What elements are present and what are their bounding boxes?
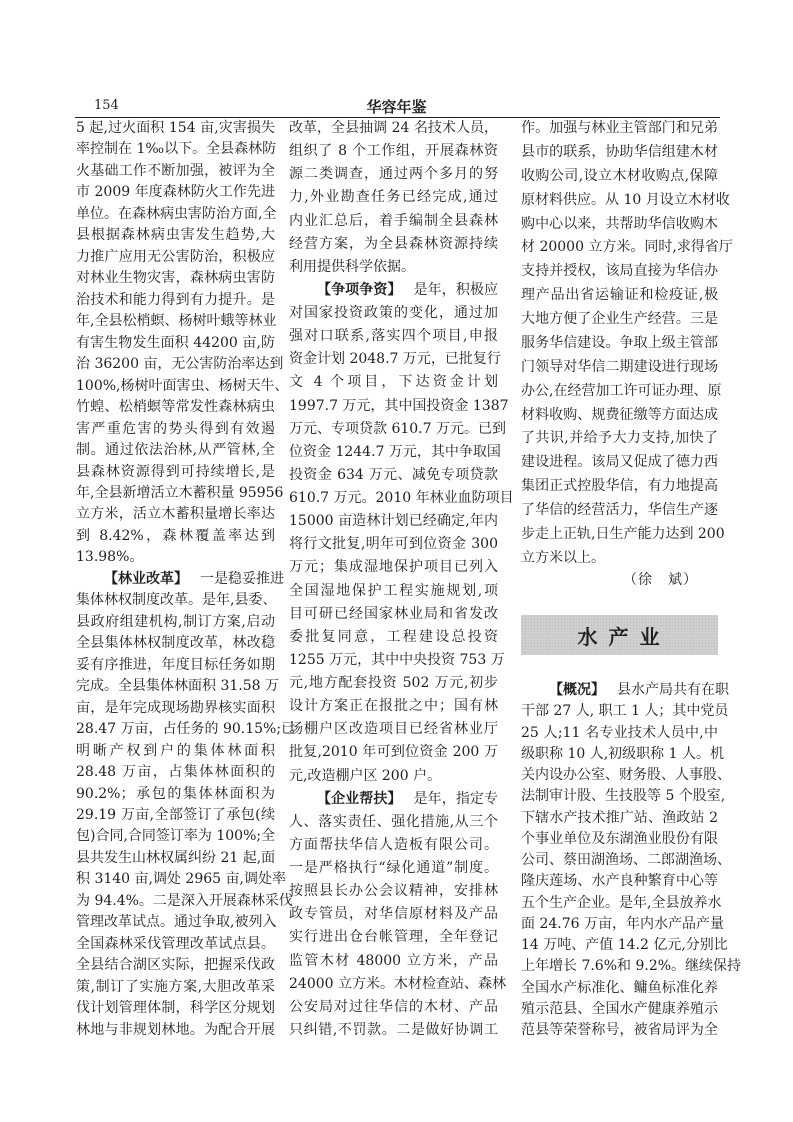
text-line <box>76 934 275 954</box>
line-text: 立方米以上。 <box>521 549 605 566</box>
text-line <box>521 166 718 186</box>
text-line <box>76 805 275 825</box>
line-text: 治 36200 亩，无公害防治率达到 <box>76 356 284 373</box>
text-line <box>76 440 275 460</box>
text-line <box>521 524 725 544</box>
text-line <box>521 765 731 785</box>
text-line <box>76 869 286 889</box>
text-line <box>521 190 730 210</box>
text-column-2 <box>289 118 514 1040</box>
line-text: 是年，指定专 <box>413 790 499 807</box>
line-text: 县共发生山林权属纠纷 21 起,面 <box>76 849 276 866</box>
text-line <box>521 261 718 281</box>
text-line <box>76 483 284 503</box>
line-text: 火基础工作不断加强，被评为全 <box>76 162 275 179</box>
text-line <box>289 511 498 531</box>
line-text: 力推广应用无公害防治，积极应 <box>76 248 275 265</box>
text-line <box>289 835 498 855</box>
text-line <box>289 396 509 416</box>
text-line <box>289 927 498 947</box>
line-text: 经营方案，为全县森林资源持续 <box>289 235 498 252</box>
section-title: 水 产 业 <box>577 624 662 649</box>
subsection-heading: 【企业帮扶】 <box>317 790 402 807</box>
text-line <box>521 285 718 305</box>
text-line <box>521 850 731 870</box>
paragraph-heading-line <box>289 280 498 300</box>
line-text: 率控制在 1‰以下。全县森林防 <box>76 141 277 158</box>
text-line <box>76 590 275 610</box>
line-text: 1255 万元，其中中央投资 753 万 <box>289 651 505 668</box>
text-line <box>289 742 498 762</box>
line-text: 下辖水产技术推广站、渔政站 2 <box>521 809 718 826</box>
line-text: 全国森林采伐管理改革试点县。 <box>76 935 275 952</box>
line-text: 级职称 10 人,初级职称 1 人。机 <box>521 745 724 762</box>
line-text: 强对口联系,落实四个项目,申报 <box>289 328 498 345</box>
line-text: 方面帮扶华信人造板有限公司。 <box>289 836 498 853</box>
line-text: 组织了 8 个工作组，开展森林资 <box>289 143 498 160</box>
text-line <box>521 871 718 891</box>
line-text: 14 万吨、产值 14.2 亿元,分别比 <box>521 937 728 953</box>
text-line <box>76 397 275 417</box>
line-text: 内业汇总后，着手编制全县森林 <box>289 212 498 229</box>
text-line <box>289 187 498 207</box>
line-text: 完成。全县集体林面积 31.58 万 <box>76 678 279 695</box>
line-text: 15000 亩造林计划已经确定,年内 <box>289 513 498 530</box>
line-text: 力,外业勘查任务已经完成,通过 <box>289 189 498 206</box>
line-text: 建设进程。该局又促成了德力西 <box>521 454 718 471</box>
line-text: 610.7 万元。2010 年林业血防项目 <box>289 490 514 506</box>
line-text: 办公,在经营加工许可证办理、原 <box>521 382 722 399</box>
author-credit: （徐 斌） <box>623 572 698 588</box>
text-line <box>76 311 275 331</box>
line-text: 年,全县松梢螟、杨树叶蛾等林业 <box>76 313 277 330</box>
text-line <box>289 858 498 878</box>
line-text: 隆庆莲场、水产良种繁育中心等 <box>521 873 718 890</box>
line-text: 积 3140 亩,调处 2965 亩,调处率 <box>76 871 286 888</box>
text-line <box>521 723 718 743</box>
text-line <box>76 912 275 932</box>
text-line <box>521 956 742 976</box>
line-text: 县政府组建机构,制订方案,启动 <box>76 613 275 630</box>
line-text: 亩，是年完成现场勘界核实面积 <box>76 699 275 716</box>
text-line <box>76 333 275 353</box>
line-text: 收购公司,设立木材收购点,保障 <box>521 167 718 184</box>
line-text: 材料收购、规费征缴等方面达成 <box>521 406 718 423</box>
text-line <box>521 237 733 257</box>
text-line <box>76 955 275 975</box>
line-text: 人、落实责任、强化措施,从三个 <box>289 813 498 830</box>
line-text: 个事业单位及东湖渔业股份有限 <box>521 830 718 847</box>
paragraph-heading-line <box>76 569 284 589</box>
line-text: 全县结合湖区实际，把握采伐政 <box>76 957 275 974</box>
line-text: 县根据森林病虫害发生趋势,大 <box>76 227 275 244</box>
text-line <box>289 234 498 254</box>
text-line <box>76 655 275 675</box>
text-line <box>76 247 275 267</box>
text-line <box>76 118 275 138</box>
text-line <box>76 826 275 846</box>
line-text: 理产品出省运输证和检疫证,极 <box>521 287 718 304</box>
line-text: 作。加强与林业主管部门和兄弟 <box>521 120 718 136</box>
text-line <box>76 547 275 567</box>
text-line <box>521 1020 718 1040</box>
text-line <box>289 326 498 346</box>
line-text: 有害生物发生面积 44200 亩,防 <box>76 334 275 351</box>
line-text: 按照县长办公会议精神，安排林 <box>289 883 498 900</box>
text-line <box>521 118 718 138</box>
line-text: 实行进出仓台帐管理，全年登记 <box>289 929 498 946</box>
line-text: 只纠错,不罚款。二是做好协调工 <box>289 1021 498 1038</box>
line-text: 服务华信建设。争取上级主管部 <box>521 334 718 351</box>
line-text: 上年增长 7.6%和 9.2%。继续保持 <box>521 958 742 975</box>
text-line <box>76 998 275 1018</box>
text-line <box>289 303 498 323</box>
line-text: 设计方案正在报批之中；国有林 <box>289 698 498 715</box>
line-text: 场棚户区改造项目已经省林业厅 <box>289 721 498 738</box>
text-column-3-top <box>521 118 733 568</box>
text-column-1 <box>76 118 296 1040</box>
text-line <box>289 442 501 462</box>
line-text: 监管木材 48000 立方米，产品 <box>289 952 498 969</box>
line-text: 明晰产权到户的集体林面积 <box>76 742 275 759</box>
line-text: 大地方便了企业生产经营。三是 <box>521 311 718 327</box>
text-line <box>76 977 275 997</box>
line-text: 24000 立方米。木材检查站、森林 <box>289 975 506 992</box>
line-text: 面 24.76 万亩，年内水产品产量 <box>521 915 724 932</box>
text-line <box>76 784 275 804</box>
text-line <box>521 452 718 472</box>
line-text: 立方米，活立木蓄积量增长率达 <box>76 506 275 523</box>
line-text: 治技术和能力得到有力提升。是 <box>76 291 275 308</box>
line-text: 元,改造棚户区 200 户。 <box>289 767 442 784</box>
line-text: 原材料供应。从 10 月设立木材收 <box>521 191 730 208</box>
text-line <box>289 951 498 971</box>
line-text: 政专管员，对华信原材料及产品 <box>289 906 498 923</box>
line-text: 利用提供科学依据。 <box>289 258 415 275</box>
line-text: 投资金 634 万元、减免专项贷款 <box>289 466 498 483</box>
line-text: 干部 27 人, 职工 1 人；其中党员 <box>521 703 729 720</box>
text-line <box>289 904 498 924</box>
line-text: 为 94.4%。二是深入开展森林采伐 <box>76 892 293 909</box>
text-line <box>76 204 275 224</box>
line-text: 文 4 个项目，下达资金计划 <box>289 374 498 391</box>
line-text: 批复,2010 年可到位资金 200 万 <box>289 744 498 761</box>
text-line <box>289 627 498 647</box>
text-line <box>76 633 275 653</box>
text-line <box>289 766 498 786</box>
line-text: 是年，积极应 <box>413 281 499 298</box>
text-line <box>76 139 275 159</box>
line-text: 管理改革试点。通过争取,被列入 <box>76 914 277 931</box>
line-text: 万元、专项贷款 610.7 万元。已到 <box>289 420 506 437</box>
line-text: 县市的联系，协助华信组建木材 <box>521 143 718 160</box>
text-line <box>521 405 718 425</box>
text-line <box>521 333 718 353</box>
paragraph-heading-line <box>289 789 498 809</box>
text-line <box>521 999 718 1019</box>
page-number: 154 <box>94 98 119 113</box>
text-line <box>289 696 498 716</box>
line-text: 100%,杨树叶面害虫、杨树天牛、 <box>76 377 289 394</box>
text-line <box>76 504 275 524</box>
line-text: 步走上正轨,日生产能力达到 200 <box>521 525 725 542</box>
text-line <box>76 182 275 202</box>
text-line <box>521 829 718 849</box>
text-line <box>289 488 514 508</box>
text-line <box>289 141 498 161</box>
line-text: 元,地方配套投资 502 万元,初步 <box>289 675 498 691</box>
text-line <box>521 476 718 496</box>
line-text: 殖示范县、全国水产健康养殖示 <box>521 1000 718 1017</box>
line-text: 全国湿地保护工程实施规划,项 <box>289 582 498 599</box>
line-text: 市 2009 年度森林防火工作先进 <box>76 184 275 201</box>
text-line <box>76 290 275 310</box>
line-text: 法制审计股、生技股等 5 个股室, <box>521 788 726 805</box>
line-text: 目可研已经国家林业局和省发改 <box>289 605 498 622</box>
text-line <box>289 604 498 624</box>
text-line <box>521 935 728 955</box>
text-line <box>76 161 275 181</box>
text-line <box>521 786 726 806</box>
text-line <box>521 808 718 828</box>
line-text: 位资金 1244.7 万元，其中争取国 <box>289 443 501 460</box>
line-text: 将行文批复,明年可到位资金 300 <box>289 536 498 553</box>
line-text: 集体林权制度改革。是年,县委、 <box>76 592 277 609</box>
text-column-3-bottom <box>521 680 742 1040</box>
line-text: 集团正式控股华信，有力地提高 <box>521 478 718 495</box>
text-line <box>289 719 498 739</box>
line-text: 单位。在森林病虫害防治方面,全 <box>76 205 277 222</box>
line-text: 13.98%。 <box>76 549 144 566</box>
text-line <box>521 142 718 162</box>
line-text: 一是严格执行“绿化通道”制度。 <box>289 860 498 876</box>
text-line <box>521 309 718 329</box>
line-text: 1997.7 万元，其中国投资金 1387 <box>289 397 509 414</box>
line-text: 了共识,并给予大力支持,加快了 <box>521 430 718 447</box>
line-text: 万元；集成湿地保护项目已列入 <box>289 559 498 576</box>
line-text: 5 起,过火面积 154 亩,灾害损失 <box>76 120 275 136</box>
text-line <box>289 997 498 1017</box>
line-text: 林地与非规划林地。为配合开展 <box>76 1021 275 1038</box>
line-text: 包)合同,合同签订率为 100%;全 <box>76 828 276 845</box>
line-text: 对国家投资政策的变化，通过加 <box>289 305 498 321</box>
line-text: 全县集体林权制度改革，林改稳 <box>76 635 275 652</box>
text-line <box>76 462 275 482</box>
text-line <box>76 376 289 396</box>
line-text: 害严重危害的势头得到有效遏 <box>76 420 275 437</box>
text-line <box>76 1020 275 1040</box>
text-line <box>289 650 505 670</box>
line-text: 范县等荣誉称号，被省局评为全 <box>521 1022 718 1038</box>
text-line <box>521 500 718 520</box>
text-line <box>76 354 284 374</box>
line-text: 县森林资源得到可持续增长,是 <box>76 463 275 480</box>
text-line <box>76 612 275 632</box>
line-text: 关内设办公室、财务股、人事股、 <box>521 767 731 783</box>
text-line <box>289 534 498 554</box>
text-line <box>289 465 498 485</box>
text-line <box>76 419 275 439</box>
text-line <box>289 557 498 577</box>
line-text: 伐计划管理体制，科学区分规划 <box>76 1000 275 1017</box>
line-text: 支持并授权，该局直接为华信办 <box>521 263 718 280</box>
line-text: 28.48 万亩，占集体林面积的 <box>76 764 275 781</box>
line-text: 县水产局共有在职 <box>617 682 729 698</box>
line-text: 策,制订了实施方案,大胆改革采 <box>76 978 275 995</box>
line-text: 全国水产标准化、鳙鱼标准化养 <box>521 979 718 996</box>
line-text: 竹蝗、松梢螟等常发性森林病虫 <box>76 399 275 416</box>
subsection-heading: 【概况】 <box>549 682 605 698</box>
text-line <box>76 225 275 245</box>
text-line <box>289 372 498 392</box>
line-text: 源二类调查，通过两个多月的努 <box>289 166 498 183</box>
line-text: 了华信的经营活力，华信生产逐 <box>521 502 718 518</box>
section-heading-box <box>521 615 718 655</box>
line-text: 公司、蔡田湖渔场、二郎湖渔场、 <box>521 852 731 868</box>
text-line <box>289 881 498 901</box>
text-line <box>76 848 275 868</box>
text-line <box>76 268 275 288</box>
text-line <box>521 914 724 934</box>
paragraph-heading-line <box>521 680 729 700</box>
line-text: 五个生产企业。是年,全县放养水 <box>521 894 722 911</box>
text-line <box>521 381 722 401</box>
text-line <box>289 164 498 184</box>
text-line <box>289 581 498 601</box>
line-text: 资金计划 2048.7 万元，已批复行 <box>289 351 501 368</box>
text-line <box>289 812 498 832</box>
text-line <box>76 891 293 911</box>
line-text: 29.19 万亩,全部签订了承包(续 <box>76 807 275 823</box>
line-text: 改革，全县抽调 24 名技术人员， <box>289 120 498 136</box>
text-line <box>521 214 718 234</box>
text-line <box>76 526 275 546</box>
text-line <box>76 698 275 718</box>
text-line <box>76 741 275 761</box>
text-line <box>521 893 722 913</box>
text-line <box>289 1020 498 1040</box>
subsection-heading: 【争项争资】 <box>317 281 402 298</box>
text-line <box>76 676 279 696</box>
text-line <box>289 349 501 369</box>
text-line <box>521 357 718 377</box>
line-text: 制。通过依法治林,从严管林,全 <box>76 442 275 459</box>
running-title: 华容年鉴 <box>366 98 427 116</box>
line-text: 25 人;11 名专业技术人员中,中 <box>521 724 718 741</box>
line-text: 材 20000 立方米。同时,求得省厅 <box>521 239 733 256</box>
text-line <box>76 719 296 739</box>
text-line <box>289 118 498 138</box>
text-line <box>76 762 275 782</box>
text-line <box>289 419 506 439</box>
line-text: 一是稳妥推进 <box>200 570 284 587</box>
line-text: 到 8.42%，森林覆盖率达到 <box>76 527 275 544</box>
subsection-heading: 【林业改革】 <box>104 570 188 587</box>
line-text: 年,全县新增活立木蓄积量 95956 <box>76 484 284 501</box>
text-line <box>521 548 718 568</box>
line-text: 90.2%；承包的集体林面积为 <box>76 785 275 802</box>
text-line <box>289 974 506 994</box>
text-line <box>521 744 724 764</box>
line-text: 妥有序推进，年度目标任务如期 <box>76 656 275 673</box>
text-line <box>521 701 729 721</box>
line-text: 委批复同意，工程建设总投资 <box>289 628 498 645</box>
text-line <box>521 978 718 998</box>
line-text: 公安局对过往华信的木材、产品 <box>289 998 498 1015</box>
text-line <box>289 673 498 693</box>
text-line <box>521 428 718 448</box>
text-line <box>289 211 498 231</box>
text-line <box>289 257 498 277</box>
line-text: 对林业生物灾害，森林病虫害防 <box>76 270 275 287</box>
line-text: 门领导对华信二期建设进行现场 <box>521 358 718 375</box>
line-text: 购中心以来，共帮助华信收购木 <box>521 215 718 232</box>
line-text: 28.47 万亩，占任务的 90.15%;已 <box>76 721 296 738</box>
